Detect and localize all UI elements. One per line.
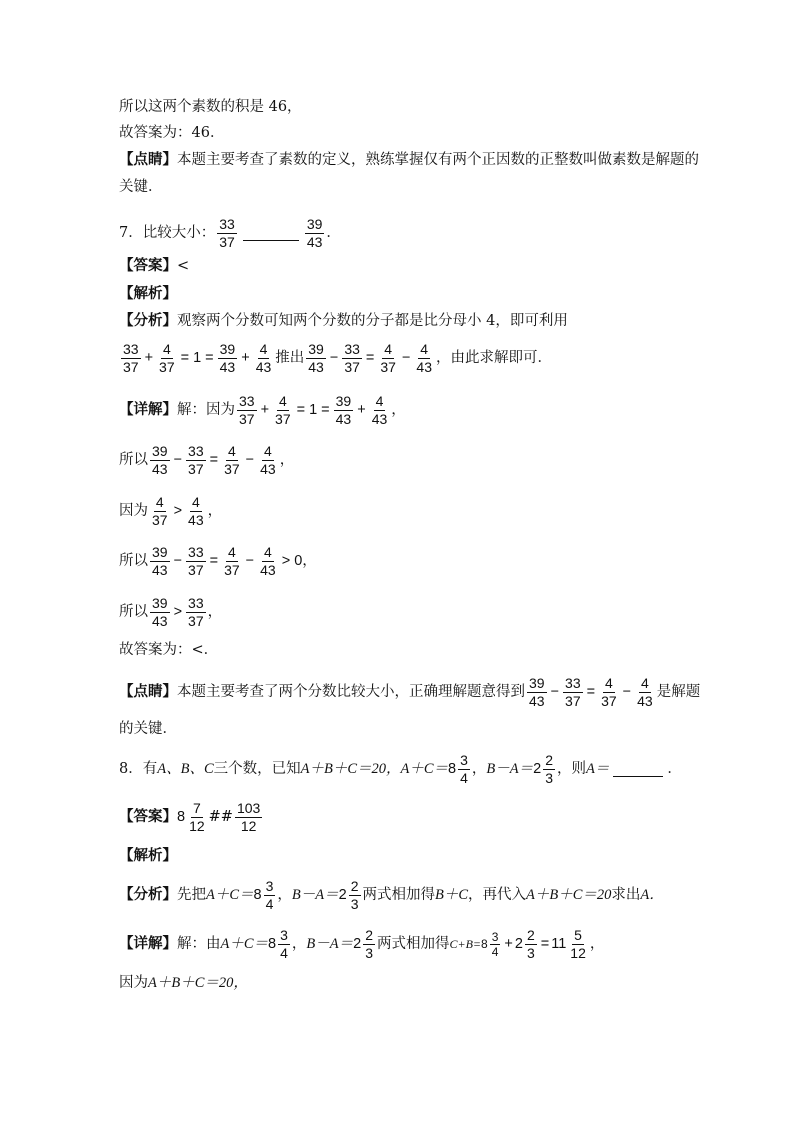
q7-prompt: 7．比较大小： [119, 225, 216, 241]
text: 两式相加得 [362, 887, 435, 903]
text-line [119, 635, 218, 665]
mixed-number: 2 $\frac{2}{3}$ [514, 926, 535, 961]
text-line [119, 968, 248, 998]
tag-fenxi: 【分析】 [119, 313, 177, 329]
fraction: $\frac{4}{37}$ [224, 442, 240, 477]
op: = [209, 452, 219, 468]
fraction: $\frac{39}{43}$ [152, 442, 168, 477]
op: > [173, 503, 183, 519]
line-text: 所以这两个素数的积是 46， [119, 99, 302, 115]
math: A、B、C [157, 761, 214, 777]
text: ， [589, 936, 605, 952]
fraction: $\frac{4}{43}$ [188, 493, 204, 528]
fraction: $\frac{39}{43}$ [152, 543, 168, 578]
op: − [329, 350, 339, 366]
fraction: $\frac{4}{43}$ [637, 674, 653, 709]
mixed-number: 2 $\frac{2}{3}$ [338, 877, 359, 912]
question-8 [119, 749, 682, 789]
formula-line [119, 924, 604, 964]
text: 因为 [119, 975, 148, 991]
tag-xiangjie: 【详解】 [119, 402, 177, 418]
mixed-number: 8 $\frac{3}{4}$ [253, 877, 274, 912]
math: B－A＝ [291, 887, 339, 903]
mixed-number: 2 $\frac{2}{3}$ [353, 926, 373, 961]
op: + [357, 402, 366, 418]
formula-line [119, 491, 222, 531]
fraction: $\frac{33}{37}$ [344, 340, 360, 375]
answer-line [119, 797, 264, 837]
fraction: $\frac{4}{43}$ [260, 442, 276, 477]
op: − [173, 553, 183, 569]
op: = [296, 402, 306, 418]
op: − [245, 452, 255, 468]
op: 1 [193, 350, 202, 366]
fraction: $\frac{4}{43}$ [371, 392, 388, 427]
text: 三个数，已知 [213, 761, 301, 777]
math: A＋C＝ [400, 761, 449, 777]
text: 因为 [119, 503, 148, 519]
text: 解：由 [177, 936, 221, 952]
line-text: 的关键． [119, 721, 177, 737]
fraction: $\frac{39}{43}$ [219, 340, 236, 375]
fraction: $\frac{4}{43}$ [255, 340, 272, 375]
math: B－A＝ [306, 936, 354, 952]
text: ， [207, 503, 223, 519]
fraction: $\frac{33}{37}$ [188, 442, 204, 477]
mixed-number: 8 $\frac{3}{4}$ [448, 751, 468, 786]
op: − [622, 684, 632, 700]
math: A＋B＋C＝20， [148, 975, 248, 991]
fraction: $\frac{39}{43}$ [306, 215, 323, 250]
text: 求出 [611, 887, 641, 903]
text: ， [291, 936, 307, 952]
line-text: 故答案为：46． [119, 125, 225, 141]
op: = [180, 350, 190, 366]
op: = [365, 350, 375, 366]
tag-dianjing: 【点睛】 [119, 684, 177, 700]
text: ， [471, 761, 487, 777]
text: 所以 [119, 452, 148, 468]
formula-line [119, 440, 294, 480]
answer-line [119, 251, 189, 281]
answer-value: < [177, 258, 190, 274]
fraction: $\frac{4}{37}$ [275, 392, 291, 427]
op: = [586, 684, 596, 700]
op: = [321, 402, 330, 418]
fraction: $\frac{39}{43}$ [152, 594, 168, 629]
text: ，则 [557, 761, 587, 777]
text-line [119, 306, 568, 336]
op: − [550, 684, 560, 700]
tag-answer: 【答案】 [119, 809, 177, 825]
formula-line [119, 672, 700, 712]
fraction: $\frac{33}{37}$ [219, 215, 235, 250]
mixed-number: 8 $\frac{3}{4}$ [268, 926, 288, 961]
mixed-number: 8 $\frac{7}{12}$ [177, 799, 205, 834]
math: C+B= [449, 937, 482, 951]
fraction: $\frac{39}{43}$ [335, 392, 352, 427]
mixed-number: 2 $\frac{2}{3}$ [533, 751, 554, 786]
math: A＋B＋C＝20， [300, 761, 401, 777]
op: − [173, 452, 183, 468]
text: 先把 [177, 887, 206, 903]
fraction: $\frac{4}{37}$ [380, 340, 396, 375]
fraction: $\frac{103}{12}$ [236, 799, 261, 834]
period: ． [667, 761, 682, 777]
op: 1 [309, 402, 318, 418]
op: > [173, 604, 183, 620]
question-7 [119, 213, 341, 253]
text: ，再代入 [468, 887, 527, 903]
text: ， [207, 604, 223, 620]
math: A＝ [586, 761, 610, 777]
text-line [119, 172, 163, 202]
text: 8．有 [119, 761, 158, 777]
text-line [119, 145, 699, 175]
text: 是解题 [656, 684, 701, 700]
math: A＋B＋C＝20 [526, 887, 612, 903]
text: 推出 [275, 350, 305, 366]
fraction: $\frac{4}{37}$ [601, 674, 617, 709]
fraction: $\frac{39}{43}$ [308, 340, 324, 375]
mixed-number: 11 $\frac{5}{12}$ [551, 926, 586, 961]
op: = [209, 553, 219, 569]
math: B－A＝ [486, 761, 534, 777]
separator: ## [208, 809, 233, 825]
fraction: $\frac{33}{37}$ [565, 674, 581, 709]
fraction: $\frac{33}{37}$ [123, 340, 139, 375]
fraction: $\frac{33}{37}$ [188, 594, 204, 629]
math: B＋C [435, 887, 469, 903]
answer-blank [613, 762, 663, 777]
tag-fenxi: 【分析】 [119, 887, 177, 903]
fraction: $\frac{33}{37}$ [239, 392, 255, 427]
op: = [540, 936, 550, 952]
period: ． [326, 225, 341, 241]
tag-dianjing: 【点睛】 [119, 152, 177, 168]
op: + [504, 936, 513, 952]
tag-jiexi: 【解析】 [119, 286, 177, 302]
text: ，由此求解即可． [435, 350, 552, 366]
op: − [245, 553, 255, 569]
line-text: 本题主要考查了素数的定义，熟练掌握仅有两个正因数的正整数叫做素数是解题的 [177, 152, 699, 168]
text-line [119, 118, 224, 148]
line-text: 关键． [119, 179, 163, 195]
text: 所以 [119, 604, 148, 620]
op: − [401, 350, 411, 366]
fraction: $\frac{4}{37}$ [224, 543, 240, 578]
line-text: 观察两个分数可知两个分数的分子都是比分母小 4，即可利用 [177, 313, 568, 329]
math: A． [640, 887, 664, 903]
fraction: $\frac{4}{43}$ [260, 543, 276, 578]
op: + [241, 350, 250, 366]
tag-jiexi: 【解析】 [119, 848, 177, 864]
analysis-heading [119, 279, 177, 309]
line-text: 故答案为：<． [119, 642, 219, 658]
text: 本题主要考查了两个分数比较大小，正确理解题意得到 [177, 684, 525, 700]
fraction: $\frac{39}{43}$ [529, 674, 545, 709]
fraction: $\frac{4}{43}$ [416, 340, 432, 375]
formula-line [119, 390, 406, 430]
op: + [144, 350, 154, 366]
formula-line [119, 338, 552, 378]
formula-line [119, 541, 319, 581]
text: 解：因为 [177, 402, 235, 418]
text: ， [279, 452, 295, 468]
answer-blank [243, 226, 299, 241]
text: 所以 [119, 553, 148, 569]
fraction: $\frac{4}{37}$ [159, 340, 175, 375]
formula-line [119, 592, 222, 632]
text: 两式相加得 [377, 936, 450, 952]
tag-answer: 【答案】 [119, 258, 177, 274]
math: A＋C＝ [206, 887, 254, 903]
math: A＋C＝ [220, 936, 269, 952]
analysis-heading [119, 841, 177, 871]
op: = [205, 350, 214, 366]
op: + [260, 402, 270, 418]
text: ， [391, 402, 406, 418]
text-line [119, 714, 177, 744]
fraction: $\frac{4}{37}$ [152, 493, 168, 528]
fraction: $\frac{33}{37}$ [188, 543, 204, 578]
text: ， [277, 887, 292, 903]
tag-xiangjie: 【详解】 [119, 936, 177, 952]
formula-line [119, 875, 664, 915]
mixed-number: 8 $\frac{3}{4}$ [481, 929, 499, 959]
text: > 0， [281, 553, 317, 569]
